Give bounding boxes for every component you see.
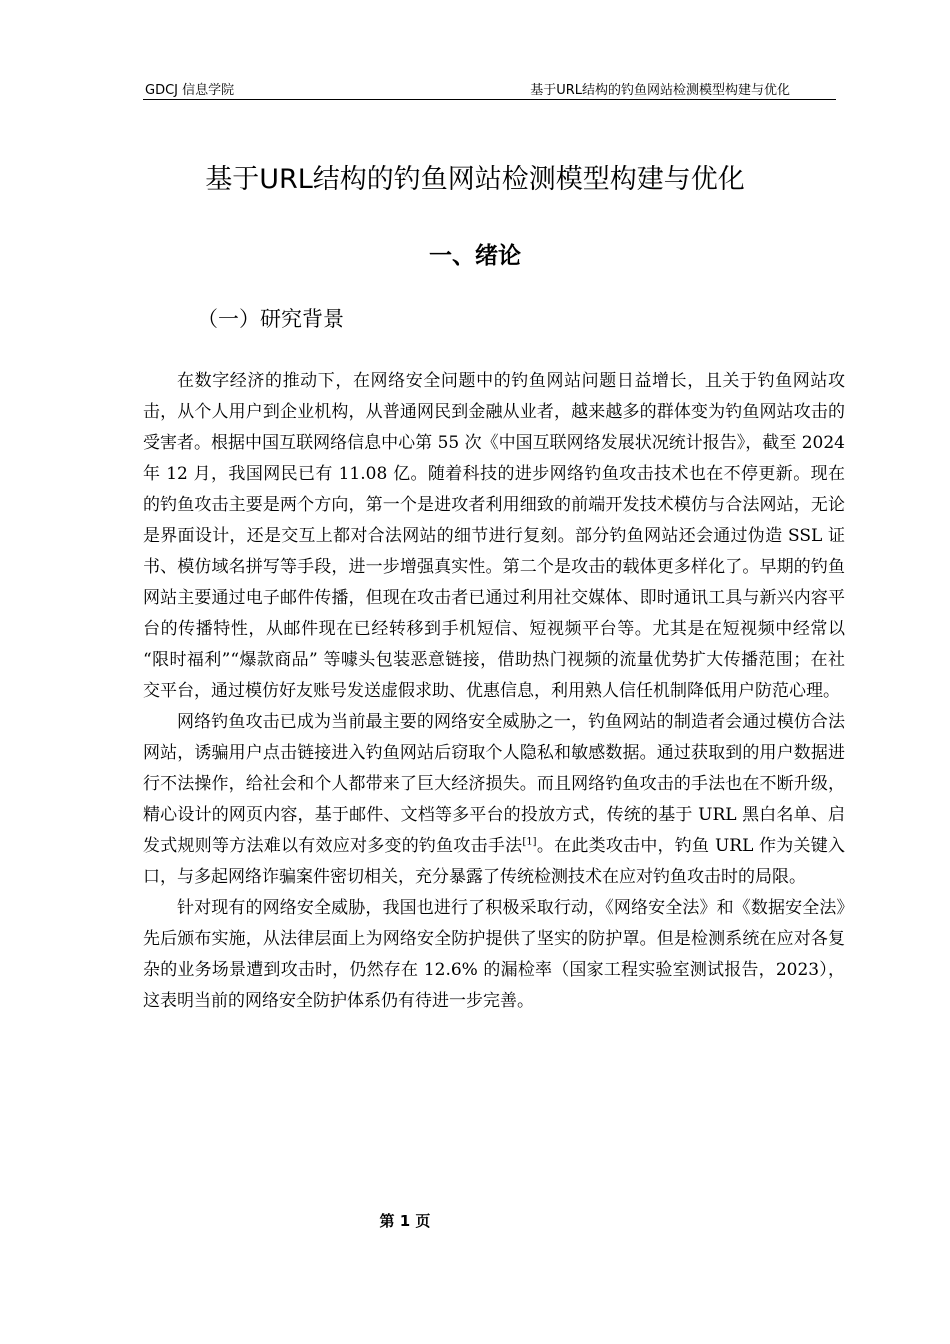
header-title: 基于URL结构的钓鱼网站检测模型构建与优化 (530, 83, 790, 98)
section-heading: （一）研究背景 (197, 307, 344, 331)
header-institution: GDCJ 信息学院 (145, 83, 235, 98)
paragraph-1: 在数字经济的推动下，在网络安全问题中的钓鱼网站问题日益增长，且关于钓鱼网站攻击，从个人用户到企业机构，从普通网民到金融从业者，越来越多的群体变为钓鱼网站攻击的受害者。根据中国互联网络信息中心第 55 次《中国互联网络发展状况统计报告》，截至 2024 年 12 月，我国网民已有 11.08 亿。随着科技的进步网络钓鱼攻击技术也在不停更新。现在的钓鱼攻击主要是两个方向，第一个是进攻者利用细致的前端开发技术模仿与合法网站，无论是界面设计，还是交互上都对合法网站的细节进行复刻。部分钓鱼网站还会通过伪造 SSL 证书、模仿域名拼写等手段，进一步增强真实性。第二个是攻击的载体更多样化了。早期的钓鱼网站主要通过电子邮件传播，但现在攻击者已通过利用社交媒体、即时通讯工具与新兴内容平台的传播特性，从邮件现在已经转移到手机短信、短视频平台等。尤其是在短视频中经常以 “限时福利”“爆款商品” 等噱头包装恶意链接，借助热门视频的流量优势扩大传播范围；在社交平台，通过模仿好友账号发送虚假求助、优惠信息，利用熟人信任机制降低用户防范心理。 (143, 371, 845, 701)
paragraph-3: 针对现有的网络安全威胁，我国也进行了积极采取行动，《网络安全法》和《数据安全法》先后颁布实施，从法律层面上为网络安全防护提供了坚实的防护罩。但是检测系统在应对各复杂的业务场景遭到攻击时，仍然存在 12.6% 的漏检率（国家工程实验室测试报告，2023），这表明当前的网络安全防护体系仍有待进一步完善。 (143, 898, 845, 1011)
paragraph-2 (143, 707, 845, 893)
document-title: 基于URL结构的钓鱼网站检测模型构建与优化 (205, 164, 745, 195)
citation-1[interactable]: [1] (522, 836, 537, 848)
chapter-heading: 一、绪论 (429, 243, 521, 269)
paragraph-2-text-a: 网络钓鱼攻击已成为当前最主要的网络安全威胁之一，钓鱼网站的制造者会通过模仿合法网站，诱骗用户点击链接进入钓鱼网站后窃取个人隐私和敏感数据。通过获取到的用户数据进行不法操作，给社会和个人都带来了巨大经济损失。而且网络钓鱼攻击的手法也在不断升级，精心设计的网页内容，基于邮件、文档等多平台的投放方式，传统的基于 URL 黑白名单、启发式规则等方法难以有效应对多变的钓鱼攻击手法 (143, 712, 845, 856)
body-text (143, 366, 845, 1017)
paragraph-2-text-b: 。在此类攻击中，钓鱼 URL 作为关键入口，与多起网络诈骗案件密切相关，充分暴露了传统检测技术在应对钓鱼攻击时的局限。 (143, 836, 845, 887)
running-header (143, 77, 836, 100)
page-number: 第 1 页 (379, 1212, 431, 1230)
